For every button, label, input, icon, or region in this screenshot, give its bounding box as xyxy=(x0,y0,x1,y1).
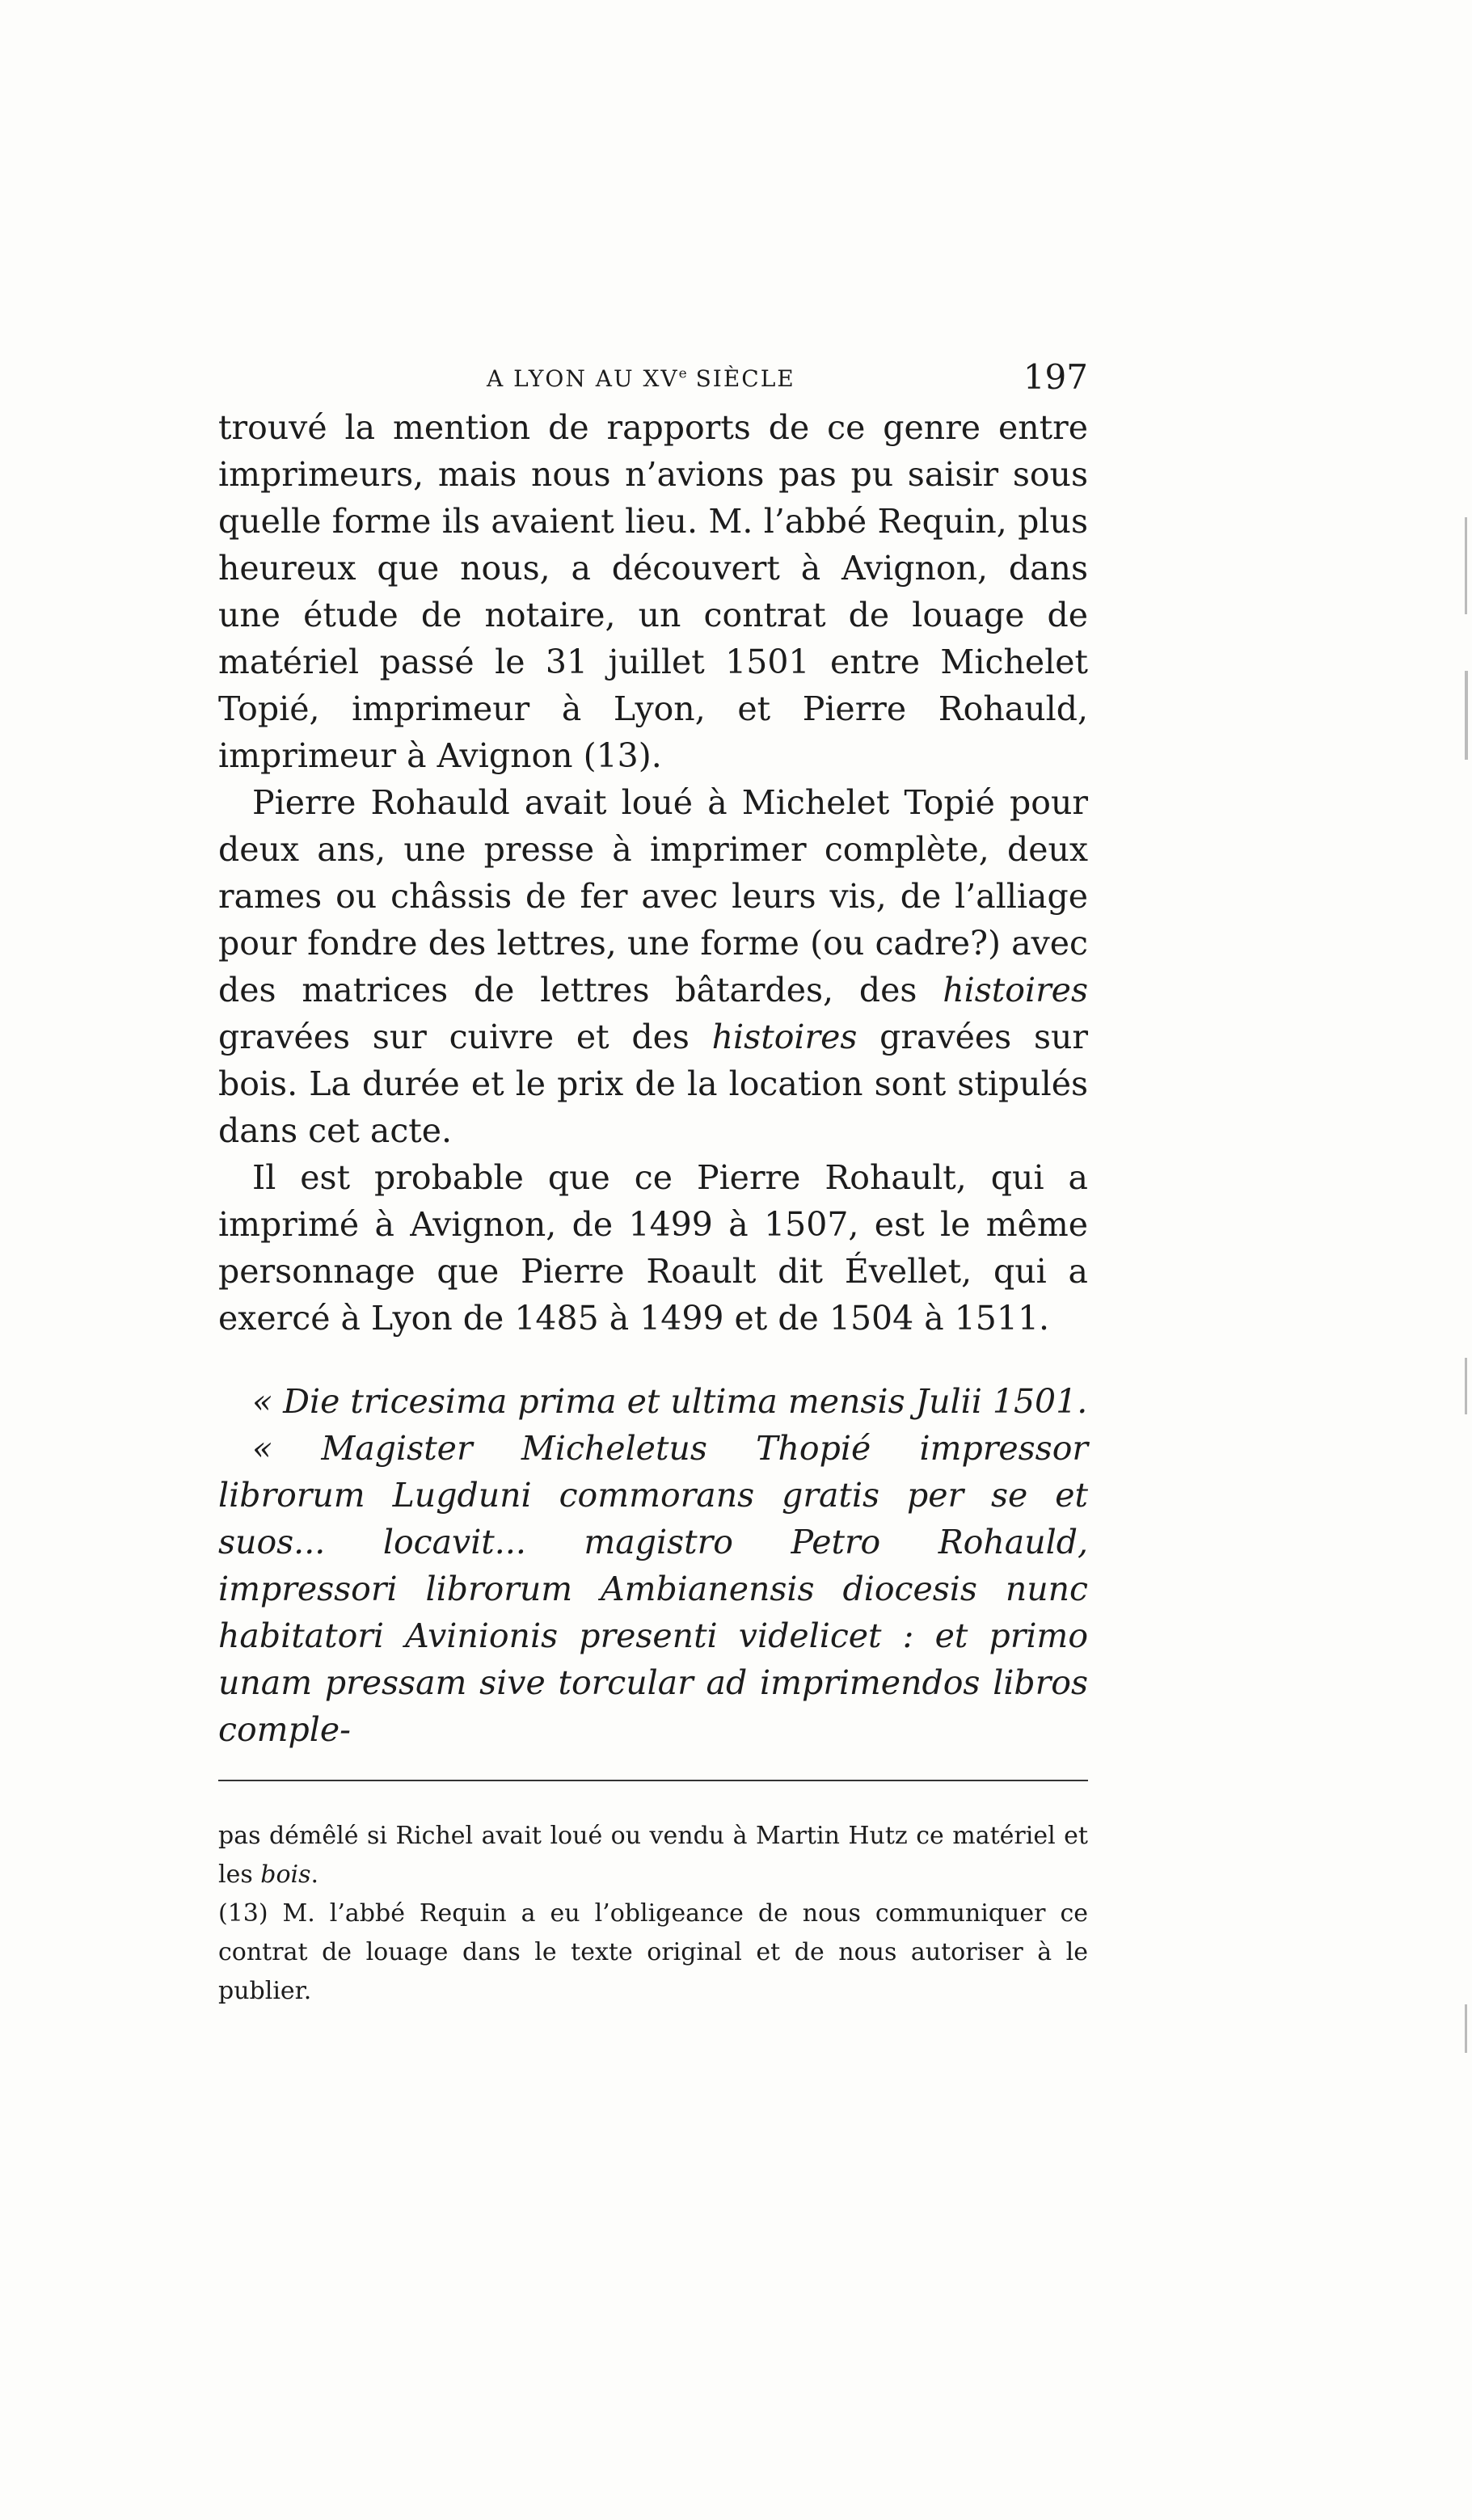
paragraph-2-emphasis-1: histoires xyxy=(943,971,1088,1009)
footnote-continued-emphasis: bois xyxy=(260,1861,311,1889)
running-title-text: A LYON AU XV xyxy=(487,365,679,392)
footnote-rule xyxy=(218,1780,1088,1781)
footnote-continued xyxy=(218,1817,1088,1894)
paragraph-2-part-c: gravées sur bois. La durée et le prix de la location sont stipulés dans cet acte. xyxy=(218,1018,1088,1150)
running-title-superscript: e xyxy=(678,365,687,382)
scan-speck xyxy=(1465,671,1468,760)
footnote-13: (13) M. l’abbé Requin a eu l’obligeance de nous communiquer ce contrat de louage dans le texte original et de nous autoriser à le publier. xyxy=(218,1899,1088,2005)
paragraph-3: Il est probable que ce Pierre Rohault, qui a imprimé à Avignon, de 1499 à 1507, est le même personnage que Pierre Roault dit Évellet, qui a exercé à Lyon de 1485 à 1499 et de 1504 à 1511. xyxy=(218,1158,1088,1338)
book-page xyxy=(218,356,1088,2011)
paragraph-2-part-a: Pierre Rohauld avait loué à Michelet Topié pour deux ans, une presse à imprimer complète, deux rames ou châssis de fer avec leurs vis, de l’alliage pour fondre des lettres, une forme (ou cadre?) avec des matrices de lettres bâtardes, des xyxy=(218,783,1088,1009)
page-number: 197 xyxy=(1023,357,1088,397)
running-title xyxy=(487,365,795,392)
latin-line-1: « Die tricesima prima et ultima mensis Julii 1501. xyxy=(252,1382,1088,1421)
footnote-continued-end: . xyxy=(310,1861,319,1889)
scan-speck xyxy=(1465,2004,1467,2053)
scan-speck xyxy=(1465,517,1467,614)
footnote-continued-text: pas démêlé si Richel avait loué ou vendu à Martin Hutz ce matériel et les xyxy=(218,1822,1088,1889)
paragraph-2-emphasis-2: histoires xyxy=(711,1018,858,1056)
latin-quotation xyxy=(218,1378,1088,1753)
running-head xyxy=(218,356,1088,404)
footnotes xyxy=(218,1817,1088,2011)
paragraph-1: trouvé la mention de rapports de ce genre entre imprimeurs, mais nous n’avions pas pu saisir sous quelle forme ils avaient lieu. M. l’abbé Requin, plus heureux que nous, a découvert à Avignon, dans une étude de notaire, un contrat de louage de matériel passé le 31 juillet 1501 entre Michelet Topié, imprimeur à Lyon, et Pierre Rohauld, imprimeur à Avignon (13). xyxy=(218,408,1088,775)
paragraph-2-part-b: gravées sur cuivre et des xyxy=(218,1018,712,1056)
paragraph-2 xyxy=(218,779,1088,1154)
scan-speck xyxy=(1465,1358,1467,1414)
latin-line-2: « Magister Micheletus Thopié impressor librorum Lugduni commorans gratis per se et suos... locavit... magistro Petro Rohauld, impressori librorum Ambianensis diocesis nunc habitatori Avinionis presenti videlicet : et primo unam pressam sive torcular ad imprimendos libros comple- xyxy=(218,1429,1088,1749)
body-text xyxy=(218,404,1088,1342)
running-title-end: SIÈCLE xyxy=(686,365,795,392)
